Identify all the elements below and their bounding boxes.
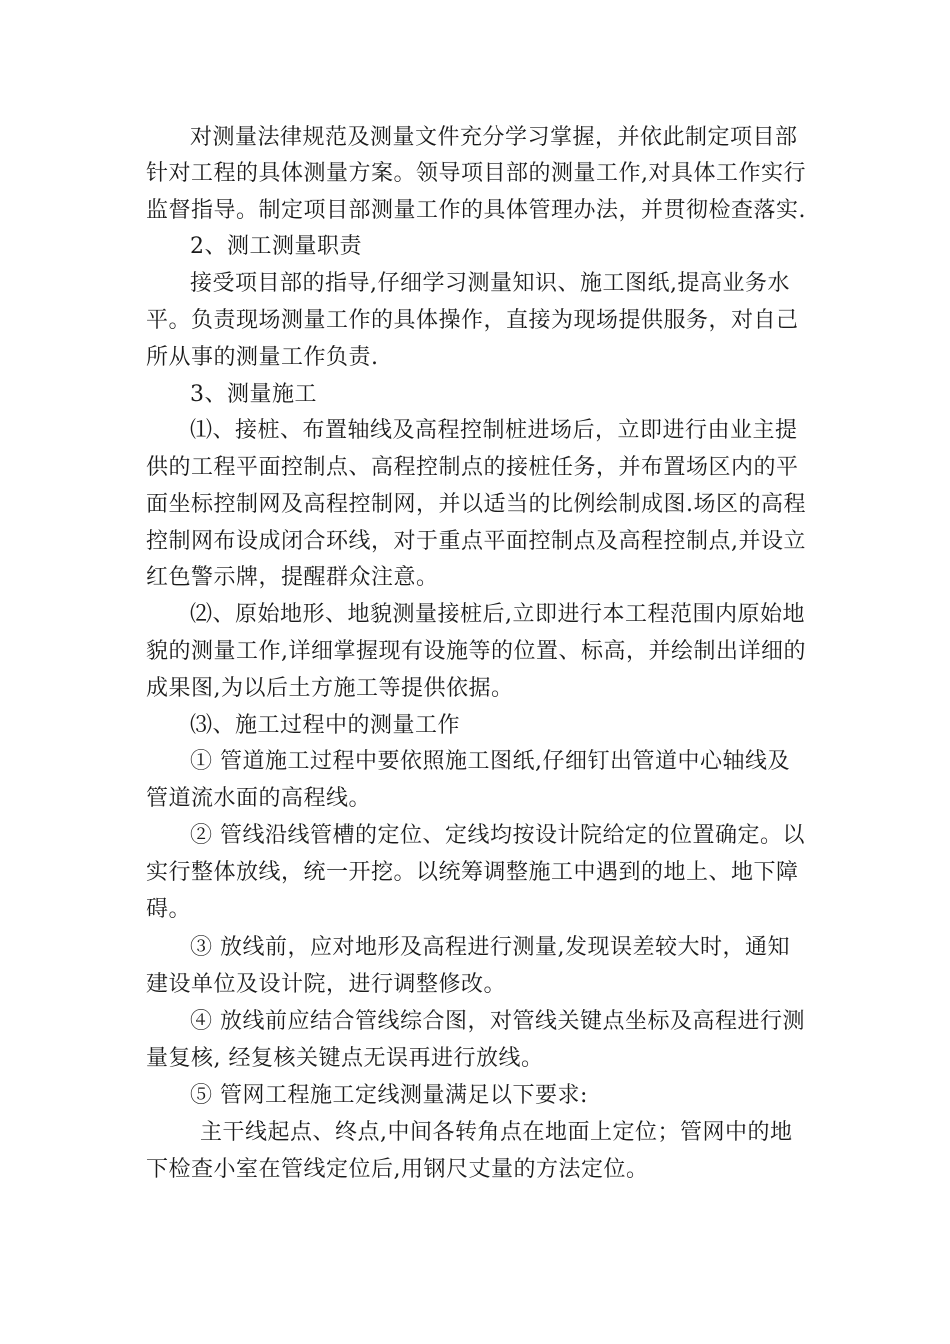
text-line: 针对工程的具体测量方案。领导项目部的测量工作,对具体工作实行 [146, 161, 806, 186]
text-line: ① 管道施工过程中要依照施工图纸,仔细钉出管道中心轴线及 [190, 749, 790, 774]
text-line: 监督指导。制定项目部测量工作的具体管理办法，并贯彻检查落实. [146, 198, 806, 223]
text-line: 供的工程平面控制点、高程控制点的接桩任务，并布置场区内的平 [146, 455, 799, 480]
text-line: 面坐标控制网及高程控制网，并以适当的比例绘制成图.场区的高程 [146, 492, 806, 517]
text-line: 量复核, 经复核关键点无误再进行放线。 [146, 1046, 544, 1071]
text-line: ⑴、接桩、布置轴线及高程控制桩进场后，立即进行由业主提 [190, 418, 798, 443]
text-line: 实行整体放线，统一开挖。以统筹调整施工中遇到的地上、地下障 [146, 860, 799, 885]
text-line: ⑵、原始地形、地貌测量接桩后,立即进行本工程范围内原始地 [190, 602, 805, 627]
text-line: 接受项目部的指导,仔细学习测量知识、施工图纸,提高业务水 [190, 271, 790, 296]
text-line: 管道流水面的高程线。 [146, 786, 372, 811]
text-line: 平。负责现场测量工作的具体操作，直接为现场提供服务，对自己 [146, 308, 799, 333]
section-heading: ⑶、施工过程中的测量工作 [190, 713, 461, 738]
section-heading: 2、测工测量职责 [190, 234, 362, 259]
text-line: ③ 放线前，应对地形及高程进行测量,发现误差较大时，通知 [190, 935, 790, 960]
text-line: 控制网布设成闭合环线，对于重点平面控制点及高程控制点,并设立 [146, 529, 806, 554]
text-line: ⑤ 管网工程施工定线测量满足以下要求: [190, 1083, 588, 1108]
text-line: 建设单位及设计院，进行调整修改。 [146, 972, 507, 997]
text-line: 所从事的测量工作负责. [146, 345, 379, 370]
text-line: 貌的测量工作,详细掌握现有设施等的位置、标高，并绘制出详细的 [146, 639, 806, 664]
text-line: ④ 放线前应结合管线综合图，对管线关键点坐标及高程进行测 [190, 1009, 805, 1034]
text-line: 主干线起点、终点,中间各转角点在地面上定位；管网中的地 [200, 1120, 793, 1145]
text-line: ② 管线沿线管槽的定位、定线均按设计院给定的位置确定。以 [190, 823, 805, 848]
text-line: 成果图,为以后土方施工等提供依据。 [146, 676, 514, 701]
text-line: 对测量法律规范及测量文件充分学习掌握，并依此制定项目部 [190, 125, 798, 150]
text-line: 红色警示牌，提醒群众注意。 [146, 565, 439, 590]
section-heading: 3、测量施工 [190, 382, 317, 407]
text-line: 下检查小室在管线定位后,用钢尺丈量的方法定位。 [146, 1157, 649, 1182]
text-line: 碍。 [146, 897, 192, 922]
